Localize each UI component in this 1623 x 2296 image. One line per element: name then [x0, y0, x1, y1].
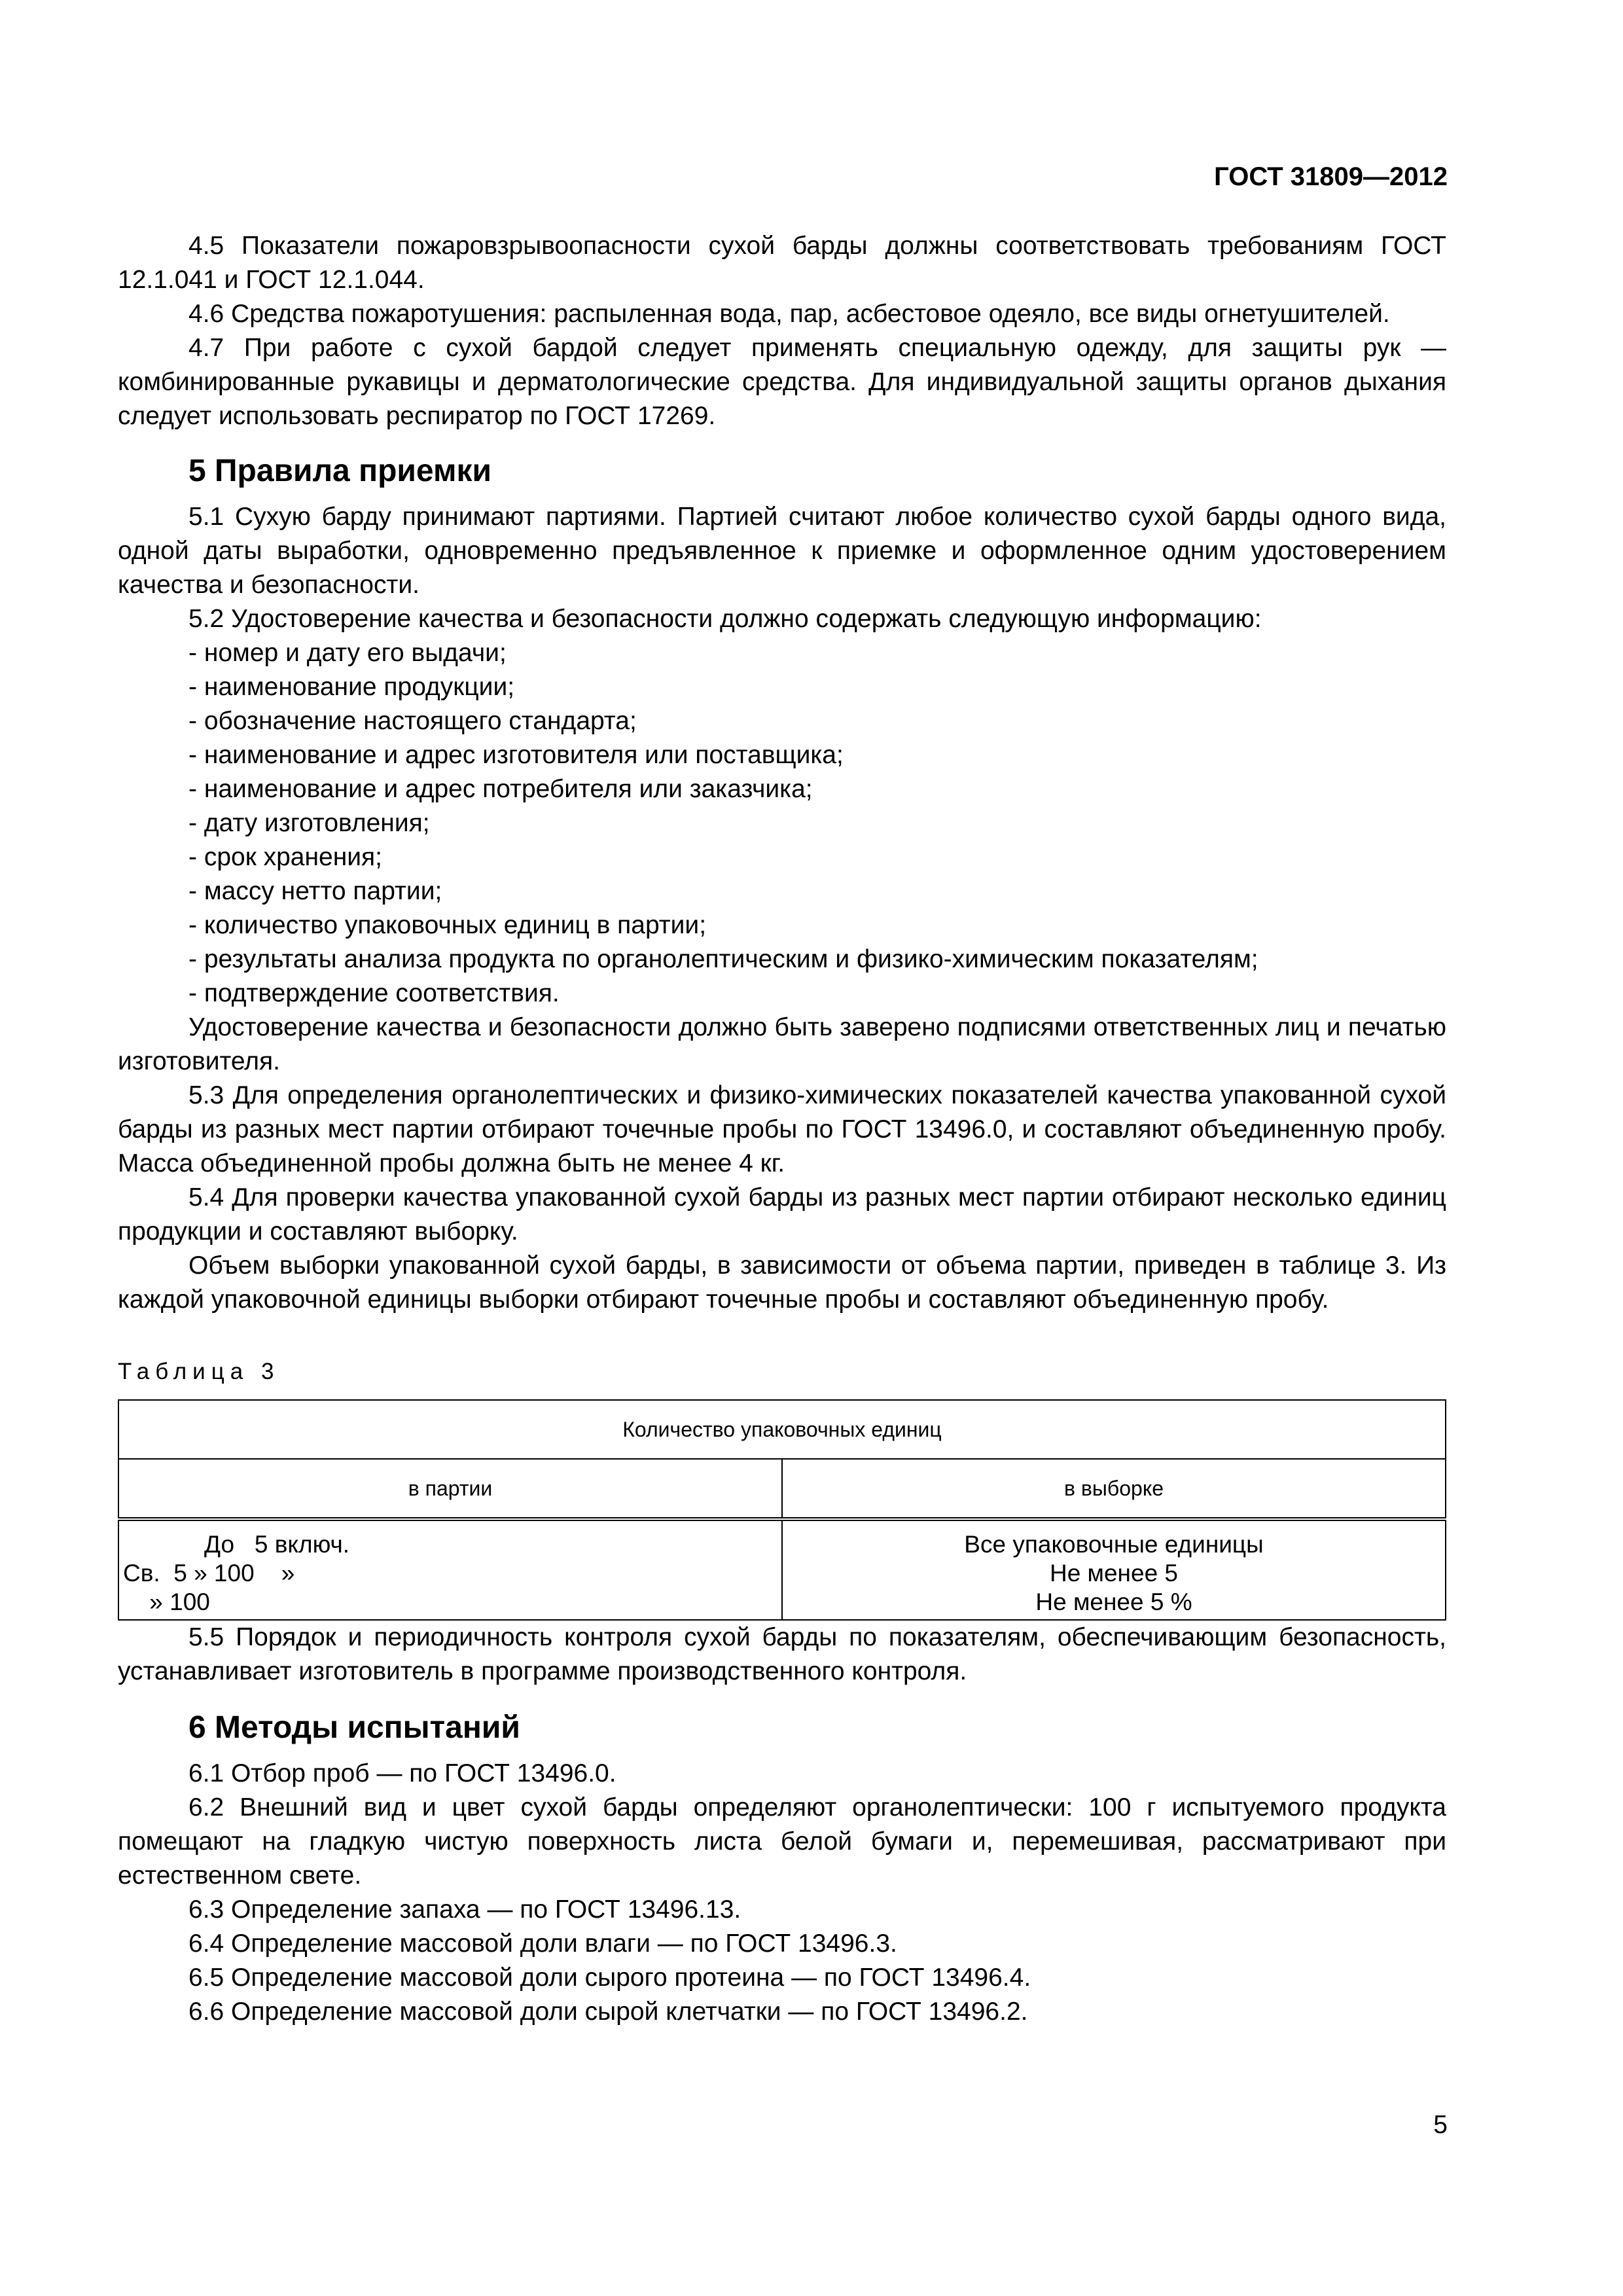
section-5-title: 5 Правила приемки: [188, 454, 492, 488]
list-item: - наименование продукции;: [188, 673, 515, 701]
paragraph-5-3: 5.3 Для определения органолептических и физико-химических показателей качества упакованной сухой барды из разных мест партии отбирают точечные пробы по ГОСТ 13496.0, и составляют объединенную пробу. Масса объединенной пробы должна быть не менее 4 кг.: [118, 1081, 1446, 1177]
list-item: - наименование и адрес изготовителя или поставщика;: [188, 741, 844, 769]
table-3: [118, 1399, 1446, 1621]
section-6-title: 6 Методы испытаний: [188, 1710, 520, 1745]
page-content: [118, 229, 1446, 2029]
paragraph-5-1: 5.1 Сухую барду принимают партиями. Партией считают любое количество сухой барды одного вида, одной даты выработки, одновременно предъявленное к приемке и оформленное одним удостоверением качества и безопасности.: [118, 503, 1446, 599]
paragraph-5-2: 5.2 Удостоверение качества и безопасности должно содержать следующую информацию:: [188, 605, 1262, 633]
paragraph-6-1: 6.1 Отбор проб — по ГОСТ 13496.0.: [188, 1759, 616, 1787]
list-item: - дату изготовления;: [188, 809, 430, 837]
paragraph-6-2: 6.2 Внешний вид и цвет сухой барды определяют органолептически: 100 г испытуемого продукта помещают на гладкую чистую поверхность листа белой бумаги и, перемешивая, рассматривают при естественном свете.: [118, 1793, 1446, 1890]
page-number: 5: [1433, 2111, 1448, 2139]
list-item: - количество упаковочных единиц в партии;: [188, 911, 707, 939]
list-item: - обозначение настоящего стандарта;: [188, 707, 637, 735]
paragraph-5-4: 5.4 Для проверки качества упакованной сухой барды из разных мест партии отбирают несколько единиц продукции и составляют выборку.: [118, 1183, 1446, 1246]
table-cell-lot: [118, 1519, 782, 1620]
paragraph-4-5: 4.5 Показатели пожаровзрывоопасности сухой барды должны соответствовать требованиям ГОСТ 12.1.041 и ГОСТ 12.1.044.: [118, 232, 1446, 294]
info-list: [118, 636, 1446, 1011]
paragraph-4-6: 4.6 Средства пожаротушения: распыленная вода, пар, асбестовое одеяло, все виды огнетушителей.: [188, 300, 1390, 328]
paragraph-6-3: 6.3 Определение запаха — по ГОСТ 13496.13.: [188, 1895, 741, 1924]
paragraph-6-6: 6.6 Определение массовой доли сырой клетчатки — по ГОСТ 13496.2.: [188, 1998, 1028, 2026]
paragraph-5-5: 5.5 Порядок и периодичность контроля сухой барды по показателям, обеспечивающим безопасность, устанавливает изготовитель в программе производственного контроля.: [118, 1623, 1446, 1685]
table-row: Не менее 5: [1049, 1560, 1179, 1587]
table-cell-sample: [782, 1519, 1446, 1620]
table-row: Св. 5 » 100 »: [123, 1560, 295, 1587]
table-row: » 100: [143, 1588, 210, 1615]
list-item: - срок хранения;: [188, 843, 382, 871]
table-row: Все упаковочные единицы: [964, 1531, 1264, 1558]
table-caption: Таблица 3: [118, 1359, 280, 1384]
paragraph-4-7: 4.7 При работе с сухой бардой следует применять специальную одежду, для защиты рук — комбинированные рукавицы и дерматологические средства. Для индивидуальной защиты органов дыхания следует использовать респиратор по ГОСТ 17269.: [118, 334, 1446, 430]
paragraph-sample-volume: Объем выборки упакованной сухой барды, в зависимости от объема партии, приведен в таблице 3. Из каждой упаковочной единицы выборки отбирают точечные пробы и составляют объединенную пробу.: [118, 1251, 1446, 1314]
paragraph-6-4: 6.4 Определение массовой доли влаги — по ГОСТ 13496.3.: [188, 1929, 897, 1958]
document-code: ГОСТ 31809—2012: [1214, 162, 1448, 191]
table-col-lot: в партии: [118, 1459, 782, 1519]
list-item: - подтверждение соответствия.: [188, 979, 560, 1007]
paragraph-certificate: Удостоверение качества и безопасности должно быть заверено подписями ответственных лиц и печатью изготовителя.: [118, 1013, 1446, 1075]
table-header: Количество упаковочных единиц: [118, 1400, 1446, 1459]
table-col-sample: в выборке: [782, 1459, 1446, 1519]
list-item: - наименование и адрес потребителя или заказчика;: [188, 775, 813, 803]
paragraph-6-5: 6.5 Определение массовой доли сырого протеина — по ГОСТ 13496.4.: [188, 1964, 1031, 1992]
table-row: Не менее 5 %: [1035, 1588, 1192, 1615]
list-item: - массу нетто партии;: [188, 877, 442, 905]
list-item: - результаты анализа продукта по органолептическим и физико-химическим показателям;: [188, 945, 1258, 973]
list-item: - номер и дату его выдачи;: [188, 639, 507, 667]
table-row: До 5 включ.: [204, 1531, 350, 1558]
